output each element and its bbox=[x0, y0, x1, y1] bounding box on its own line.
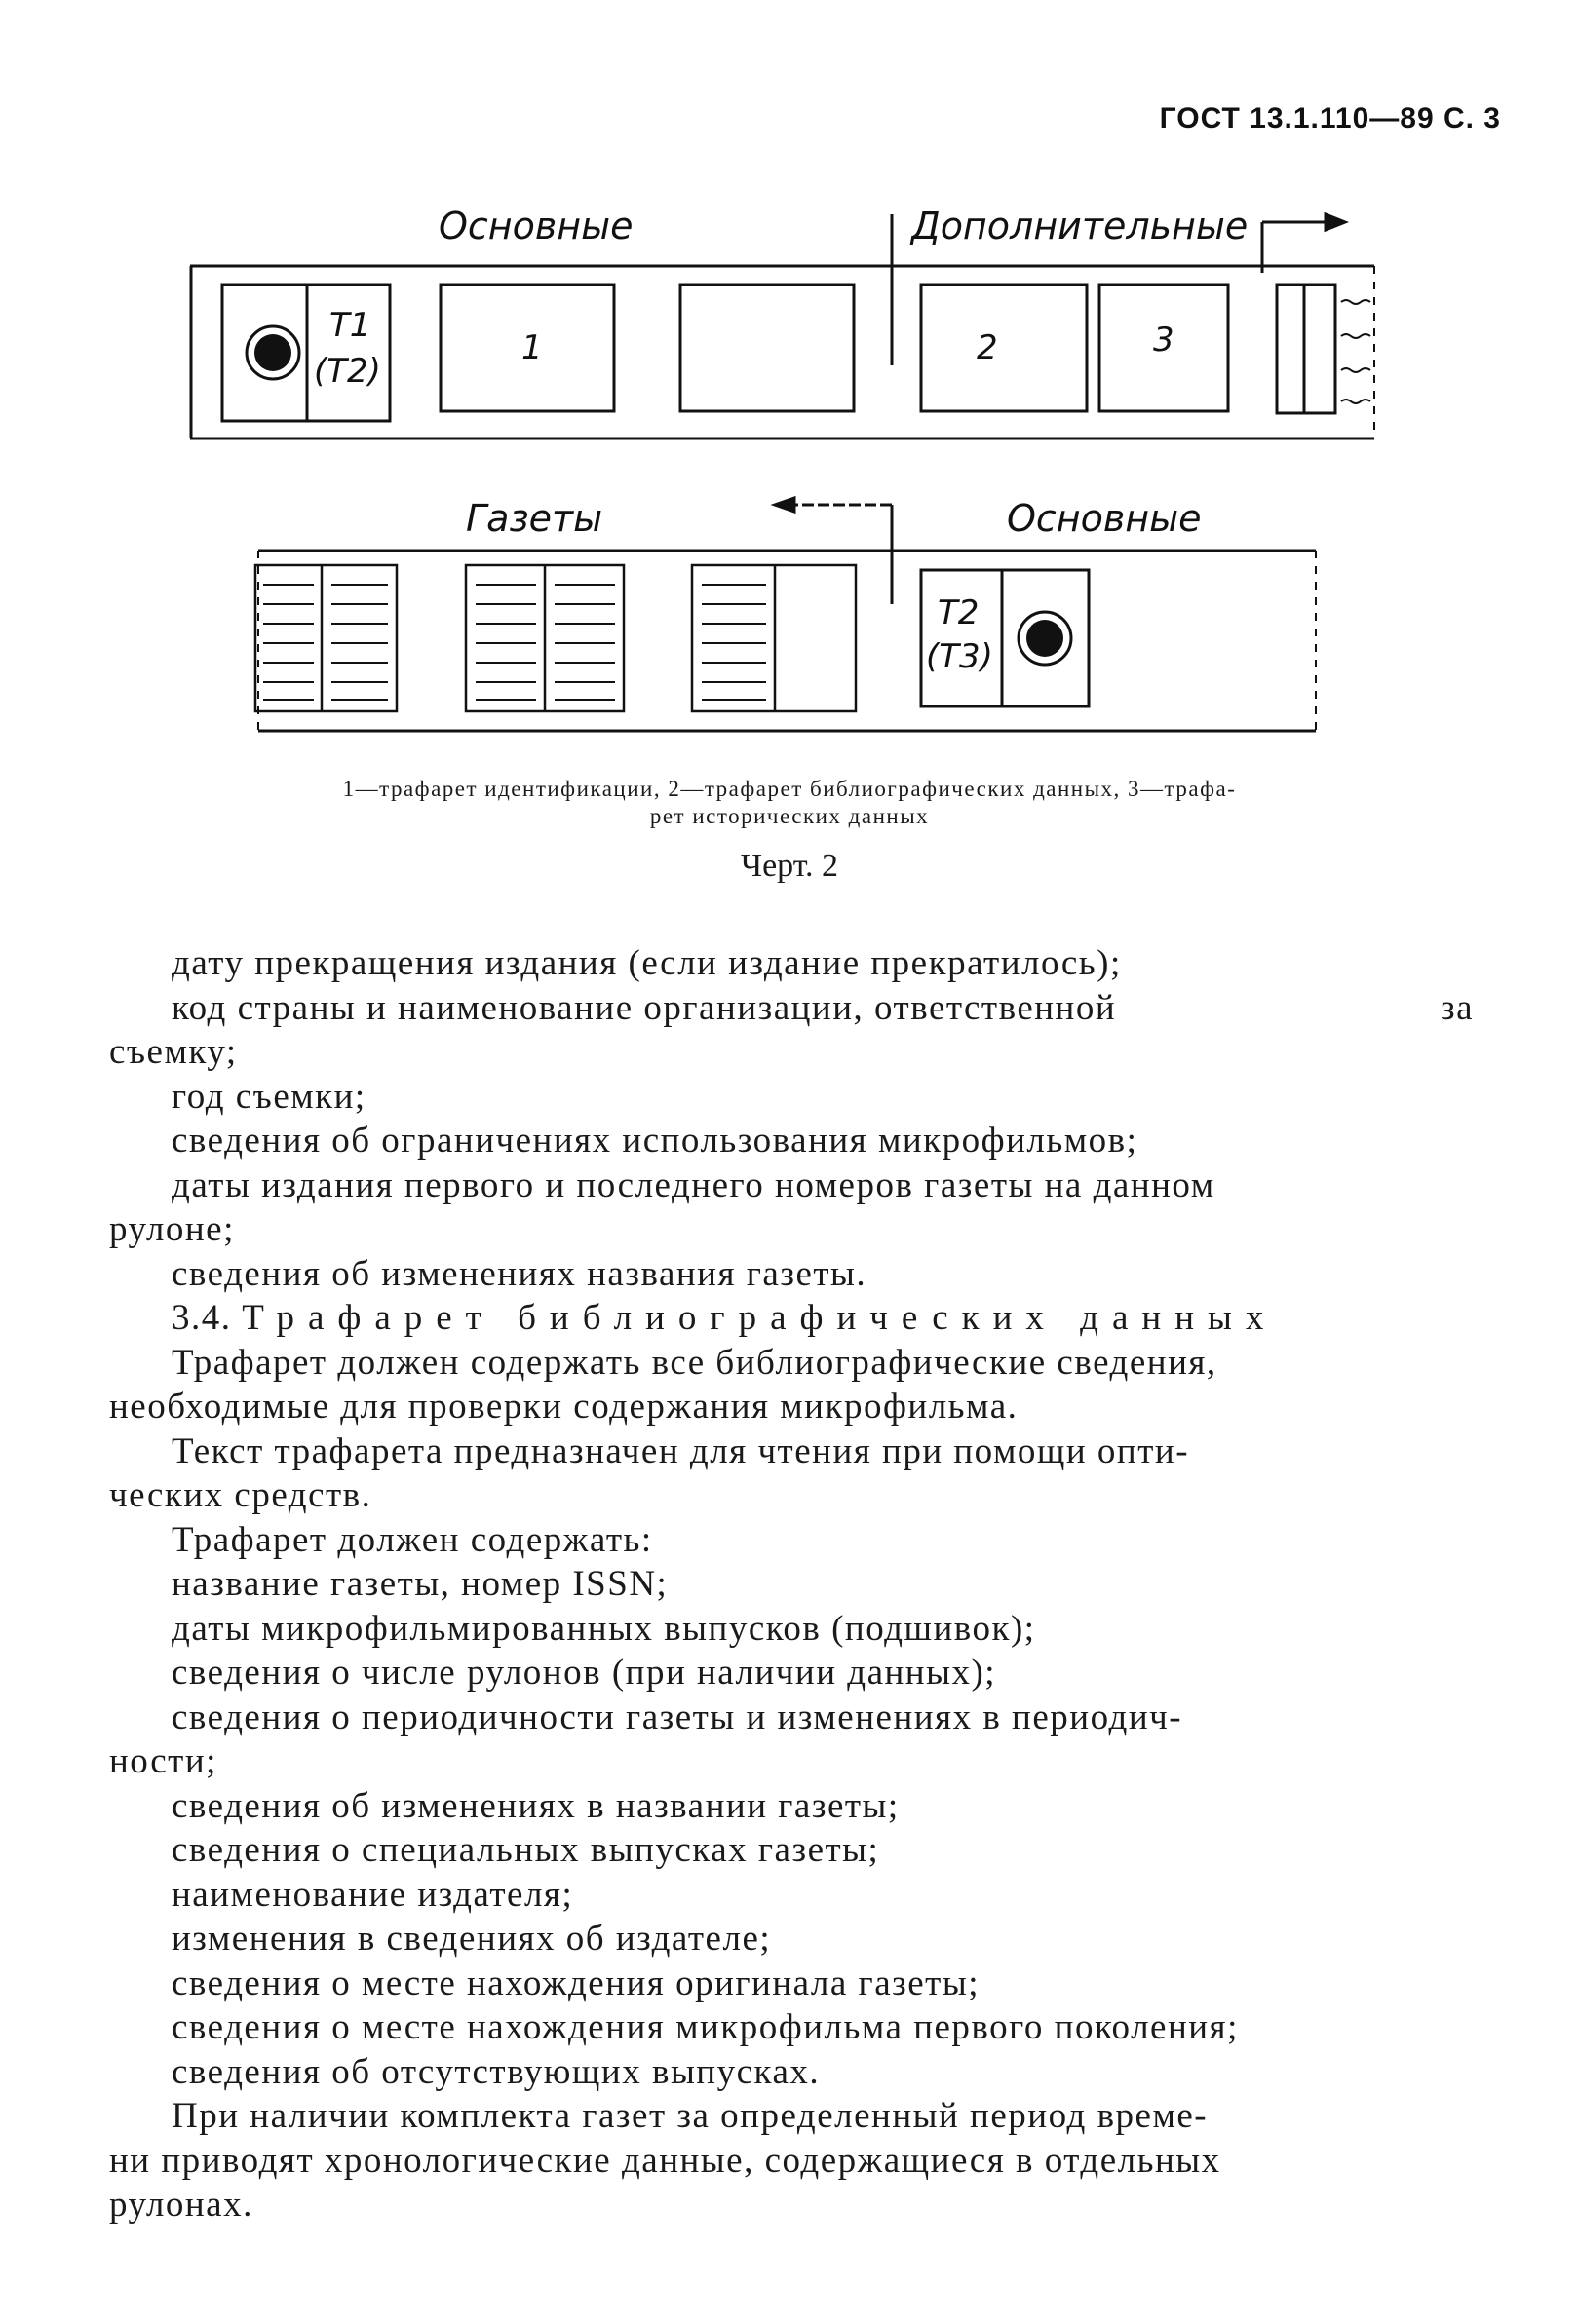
top-group-extra-label: Дополнительные bbox=[911, 205, 1249, 248]
document-body bbox=[109, 941, 1474, 2228]
top-text-frame-partial bbox=[1277, 285, 1370, 413]
text-line: При наличии комплекта газет за определенный период време- bbox=[172, 2096, 1209, 2136]
text-line: год съемки; bbox=[172, 1076, 366, 1117]
text-line: сведения о специальных выпусках газеты; bbox=[172, 1830, 880, 1870]
box-blank bbox=[680, 285, 854, 411]
text-line: наименование издателя; bbox=[172, 1874, 574, 1915]
bottom-target-label-2: (Т3) bbox=[926, 637, 993, 676]
bottom-film-strip bbox=[258, 551, 1316, 731]
box-3 bbox=[1099, 285, 1228, 411]
text-line: рулонах. bbox=[109, 2185, 253, 2225]
section-heading bbox=[109, 1296, 1474, 1341]
text-line: название газеты, номер ISSN; bbox=[172, 1564, 669, 1604]
text-line: Текст трафарета предназначен для чтения при помощи опти- bbox=[172, 1430, 1190, 1471]
box-2-number: 2 bbox=[977, 328, 998, 367]
text-line: сведения о месте нахождения оригинала газеты; bbox=[172, 1962, 980, 2003]
box-1-number: 1 bbox=[521, 328, 543, 367]
section-number: 3.4. bbox=[172, 1298, 232, 1338]
text-line bbox=[109, 986, 1474, 1031]
text-line: сведения об ограничениях использования микрофильмов; bbox=[172, 1121, 1138, 1161]
text-line: сведения об изменениях в названии газеты; bbox=[172, 1785, 900, 1826]
bottom-target-label-1: Т2 bbox=[938, 593, 980, 632]
text-line: сведения о числе рулонов (при наличии данных); bbox=[172, 1653, 997, 1693]
text-line-part: за bbox=[1440, 987, 1474, 1028]
box-3-number: 3 bbox=[1153, 321, 1174, 360]
text-line: Трафарет должен содержать: bbox=[172, 1519, 653, 1560]
text-line: даты издания первого и последнего номеров газеты на данном bbox=[172, 1164, 1215, 1205]
text-line: изменения в сведениях об издателе; bbox=[172, 1919, 772, 1959]
bottom-group-main-label: Основные bbox=[1007, 497, 1202, 540]
top-target-block bbox=[222, 285, 390, 421]
text-line: сведения о периодичности газеты и изменениях в периодич- bbox=[172, 1696, 1183, 1737]
text-line-part: код страны и наименование организации, ответственной bbox=[172, 987, 1117, 1028]
box-2 bbox=[921, 285, 1087, 411]
text-line: сведения об изменениях названия газеты. bbox=[172, 1253, 867, 1294]
top-group-main-label: Основные bbox=[439, 205, 634, 248]
text-line: ности; bbox=[109, 1741, 217, 1781]
section-title: Трафарет библиографических данных bbox=[242, 1298, 1278, 1338]
text-line: Трафарет должен содержать все библиографические сведения, bbox=[172, 1342, 1217, 1383]
caption-line-1: 1—трафарет идентификации, 2—трафарет библиографических данных, 3—трафа- bbox=[342, 777, 1237, 801]
text-line: съемку; bbox=[109, 1032, 238, 1072]
caption-line-2: рет исторических данных bbox=[649, 804, 930, 828]
text-line: необходимые для проверки содержания микрофильма. bbox=[109, 1387, 1019, 1427]
text-line: даты микрофильмированных выпусков (подшивок); bbox=[172, 1608, 1036, 1649]
figure-caption bbox=[156, 776, 1423, 830]
box-1 bbox=[441, 285, 614, 411]
text-line: сведения о месте нахождения микрофильма первого поколения; bbox=[172, 2007, 1239, 2047]
text-line: рулоне; bbox=[109, 1209, 235, 1249]
bottom-group-newspapers-label: Газеты bbox=[466, 497, 603, 540]
newspaper-frame-2 bbox=[466, 565, 624, 711]
top-target-label-1: Т1 bbox=[329, 306, 371, 345]
newspaper-frame-1 bbox=[255, 565, 397, 711]
top-target-label-2: (Т2) bbox=[314, 352, 381, 391]
top-arrow bbox=[1262, 214, 1345, 273]
text-line: ческих средств. bbox=[109, 1475, 372, 1515]
text-line: сведения об отсутствующих выпусках. bbox=[172, 2051, 821, 2092]
bottom-target-block bbox=[921, 570, 1089, 706]
figure-title: Черт. 2 bbox=[740, 848, 839, 884]
figure-microfilm-targets bbox=[0, 175, 1578, 760]
text-line: ни приводят хронологические данные, содержащиеся в отдельных bbox=[109, 2140, 1221, 2181]
document-header: ГОСТ 13.1.110—89 С. 3 bbox=[1159, 102, 1501, 134]
newspaper-frame-3 bbox=[692, 565, 856, 711]
text-line: дату прекращения издания (если издание прекратилось); bbox=[172, 943, 1122, 983]
